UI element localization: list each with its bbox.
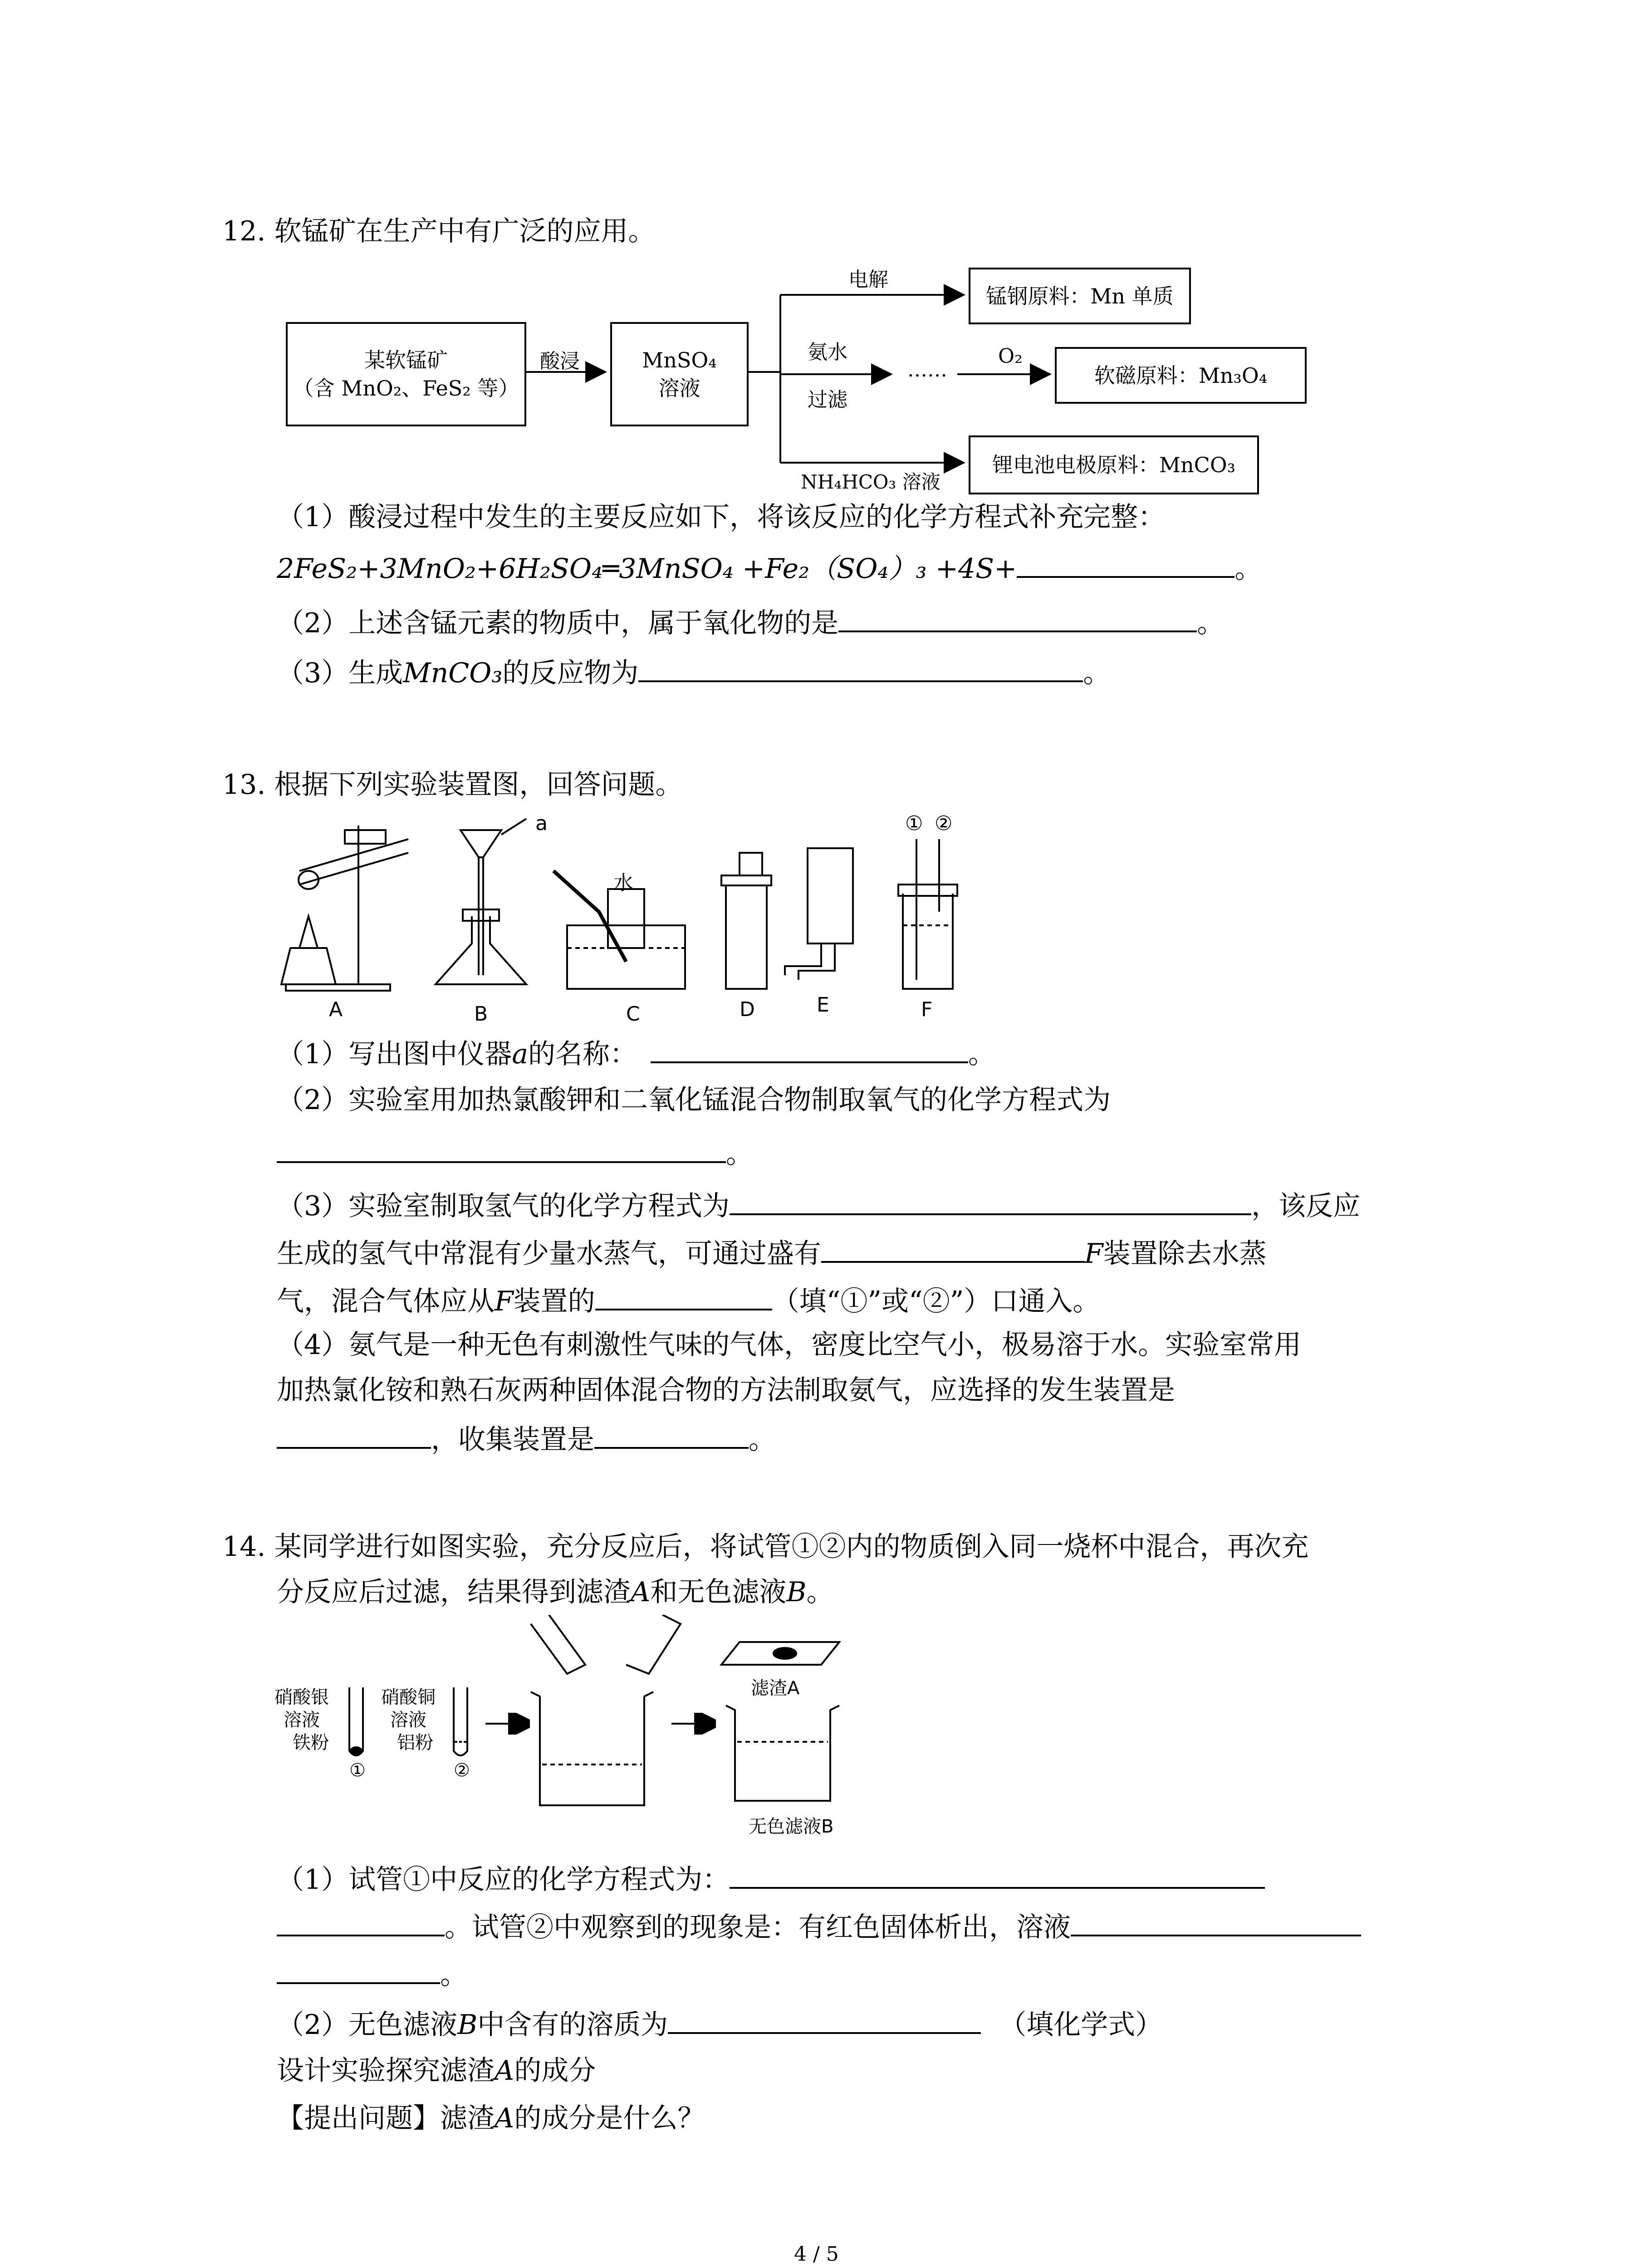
- q13-p1-blank[interactable]: [651, 1034, 968, 1063]
- q12-stem: 12. 软锰矿在生产中有广泛的应用。: [222, 215, 656, 247]
- q14-p1-blank1[interactable]: [730, 1860, 1265, 1889]
- pouring-tubes: [531, 1615, 681, 1674]
- label-F: F: [921, 998, 933, 1021]
- q12-p2: （2）上述含锰元素的物质中，属于氧化物的是: [277, 607, 839, 639]
- q13-p3-l3-post: （填“①”或“②”）口通入。: [772, 1286, 1100, 1317]
- label-water: 水: [613, 871, 633, 894]
- branch1-product-box: [969, 268, 1191, 324]
- q13-p1-pre: （1）写出图中仪器: [277, 1038, 512, 1070]
- mnso4-box: [610, 322, 749, 426]
- q12-p3-formula: MnCO₃: [403, 657, 503, 689]
- q12-equation-end: 。: [1234, 553, 1262, 585]
- q13-p4-line3: [277, 1420, 776, 1458]
- q13-p4-blank2[interactable]: [594, 1420, 749, 1449]
- q13-p3-blank2[interactable]: [821, 1234, 1084, 1263]
- q14-p1-line3: [277, 1955, 467, 1993]
- q13-p1-post: 的名称：: [528, 1038, 637, 1070]
- q14-p2-end: （填化学式）: [999, 2009, 1163, 2041]
- ore-box: [286, 322, 526, 426]
- label-f2: ②: [935, 812, 953, 835]
- q13-p3-l3-var: F: [495, 1286, 514, 1317]
- apparatus-d: [721, 853, 771, 989]
- q14-stem-l2-a: A: [631, 1576, 651, 1608]
- q12-equation: 2FeS₂+3MnO₂+6H₂SO₄═3MnSO₄ +Fe₂（SO₄）₃ +4S+: [277, 553, 1017, 585]
- branch2-dots: ……: [907, 358, 947, 381]
- q12-p3-line: [277, 653, 1110, 691]
- q13-p3-line3: [277, 1281, 1100, 1320]
- q13-p3-l2-post: 装置除去水蒸: [1103, 1238, 1267, 1270]
- q13-p3-blank1[interactable]: [730, 1186, 1251, 1215]
- q13-p3-l1-pre: （3）实验室制取氢气的化学方程式为: [277, 1190, 730, 1222]
- q14-p1-blank3[interactable]: [1071, 1907, 1361, 1936]
- q14-p2-blank[interactable]: [668, 2005, 981, 2034]
- q13-p3-line1: [277, 1186, 1360, 1224]
- q14-p1-blank2[interactable]: [277, 1907, 445, 1936]
- label-D: D: [740, 998, 755, 1021]
- q14-question-var: A: [495, 2102, 514, 2134]
- q12-p3-pre: （3）生成: [277, 657, 403, 689]
- apparatus-drawing: [272, 812, 1066, 1030]
- ore-line1: 某软锰矿: [364, 348, 448, 372]
- q14-p2-line: [277, 2005, 1162, 2043]
- q14-p1-blank4[interactable]: [277, 1955, 440, 1984]
- q12-p2-line: [277, 603, 1224, 641]
- label-a: a: [535, 812, 548, 835]
- t1-num: ①: [349, 1760, 366, 1781]
- q13-p3-l3-pre: 气，混合气体应从: [277, 1286, 495, 1317]
- t2-num: ②: [454, 1760, 470, 1781]
- q14-question-post: 的成分是什么？: [514, 2102, 705, 2134]
- branch2-product: 软磁原料：Mn₃O₄: [1094, 363, 1268, 388]
- branch3-product: 锂电池电极原料：MnCO₃: [992, 453, 1236, 477]
- t1-line1: 硝酸银: [274, 1687, 329, 1708]
- q14-p1-l1: （1）试管①中反应的化学方程式为：: [277, 1864, 730, 1896]
- q14-question-line: [277, 2100, 705, 2136]
- q13-p3-l2-var: F: [1084, 1238, 1103, 1270]
- ore-line2: （含 MnO₂、FeS₂ 等）: [293, 376, 519, 401]
- q14-p2-pre: （2）无色滤液: [277, 2009, 458, 2041]
- branch1-label: 电解: [848, 268, 888, 291]
- branch3-product-box: [969, 435, 1259, 494]
- label-B: B: [474, 1002, 488, 1026]
- q12-p3-end: 。: [1083, 657, 1111, 689]
- q13-p4-blank1[interactable]: [277, 1420, 431, 1449]
- q12-equation-blank[interactable]: [1017, 549, 1234, 578]
- q12-p3-post: 的反应物为: [502, 657, 639, 689]
- q12-equation-line: [277, 549, 1262, 587]
- q14-question-pre: 【提出问题】滤渣: [277, 2102, 495, 2134]
- q13-p3-blank3[interactable]: [595, 1281, 772, 1310]
- q12-p1: （1）酸浸过程中发生的主要反应如下，将该反应的化学方程式补充完整：: [277, 501, 1166, 533]
- t2-line3: 铝粉: [397, 1732, 433, 1753]
- test-tube-2: [454, 1687, 467, 1755]
- q14-stem-line1: 14. 某同学进行如图实验，充分反应后，将试管①②内的物质倒入同一烧杯中混合，再次充: [222, 1531, 1309, 1563]
- apparatus-a: [281, 826, 408, 991]
- q14-experiment-figure: [272, 1615, 907, 1851]
- step-acid-leach: 酸浸: [540, 350, 580, 373]
- q14-design-var: A: [495, 2055, 514, 2087]
- q13-p4-l3-mid: ，收集装置是: [431, 1424, 594, 1456]
- q12-p2-blank[interactable]: [838, 603, 1197, 632]
- label-E: E: [817, 993, 829, 1017]
- q13-p3-l2-pre: 生成的氢气中常混有少量水蒸气，可通过盛有: [277, 1238, 821, 1270]
- filtrate-beaker: [726, 1706, 839, 1801]
- residue-label: 滤渣A: [751, 1678, 800, 1699]
- q13-p2-answer-line: [277, 1134, 753, 1172]
- branch3-label: NH₄HCO₃ 溶液: [801, 471, 941, 493]
- q14-design-pre: 设计实验探究滤渣: [277, 2055, 495, 2087]
- q13-stem: 13. 根据下列实验装置图，回答问题。: [222, 769, 683, 801]
- branch2-label1: 氨水: [808, 341, 847, 364]
- t2-line2: 溶液: [390, 1710, 426, 1730]
- page-number: 4 / 5: [794, 2243, 839, 2266]
- apparatus-e: [785, 848, 853, 980]
- branch2-label2: 过滤: [808, 388, 847, 411]
- branch1-product: 锰钢原料：Mn 单质: [986, 284, 1174, 308]
- t1-line3: 铁粉: [293, 1732, 329, 1753]
- beaker: [531, 1692, 653, 1805]
- t1-line2: 溶液: [284, 1710, 320, 1730]
- q12-flowchart: [272, 254, 1316, 499]
- q12-p3-blank[interactable]: [638, 653, 1083, 682]
- apparatus-f: [898, 839, 957, 989]
- branch2-o2: O₂: [998, 345, 1023, 368]
- q13-p3-l3-mid: 装置的: [513, 1286, 595, 1317]
- q13-p2-end: 。: [726, 1138, 753, 1170]
- q14-p1-l3-end: 。: [440, 1959, 467, 1991]
- mid-line1: MnSO₄: [642, 348, 717, 372]
- q14-stem-l2-b: B: [786, 1576, 807, 1608]
- q13-p4-line1: （4）氨气是一种无色有刺激性气味的气体，密度比空气小，极易溶于水。实验室常用: [277, 1329, 1302, 1361]
- q14-p2-var: B: [457, 2009, 478, 2041]
- q14-p1-line1: [277, 1860, 1265, 1898]
- q14-design-post: 的成分: [514, 2055, 596, 2087]
- q14-p2-post: 中含有的溶质为: [477, 2009, 668, 2041]
- filtrate-label: 无色滤液B: [749, 1816, 834, 1837]
- q13-p1-var: a: [512, 1038, 528, 1070]
- q13-p2-blank[interactable]: [277, 1134, 726, 1163]
- q14-stem-l2-end: 。: [806, 1576, 834, 1608]
- q13-p1-line: [277, 1034, 995, 1072]
- q13-p3-l1-post: ，该反应: [1251, 1190, 1361, 1222]
- q13-apparatus-figure: [272, 812, 1066, 1030]
- label-C: C: [626, 1002, 640, 1026]
- q13-p4-l3-end: 。: [749, 1424, 776, 1456]
- q13-p3-line2: [277, 1234, 1267, 1272]
- q12-p2-end: 。: [1197, 607, 1225, 639]
- q14-stem-line2: [277, 1574, 833, 1610]
- q13-p2: （2）实验室用加热氯酸钾和二氧化锰混合物制取氧气的化学方程式为: [277, 1084, 1111, 1116]
- q14-stem-l2-mid: 和无色滤液: [650, 1576, 787, 1608]
- mid-line2: 溶液: [658, 376, 700, 401]
- apparatus-b: [436, 819, 526, 984]
- q13-p1-end: 。: [968, 1038, 995, 1070]
- t2-line1: 硝酸铜: [381, 1687, 436, 1708]
- label-f1: ①: [905, 812, 923, 835]
- test-tube-1: [349, 1687, 363, 1755]
- q14-p1-line2: [277, 1907, 1361, 1945]
- q13-p4-line2: 加热氯化铵和熟石灰两种固体混合物的方法制取氨气，应选择的发生装置是: [277, 1374, 1175, 1406]
- label-A: A: [329, 998, 343, 1021]
- q14-design-line: [277, 2053, 596, 2089]
- branch2-product-box: [1055, 347, 1307, 404]
- q14-stem-l2-pre: 分反应后过滤，结果得到滤渣: [277, 1576, 631, 1608]
- q14-p1-l2-mid: 。试管②中观察到的现象是：有红色固体析出，溶液: [445, 1911, 1071, 1943]
